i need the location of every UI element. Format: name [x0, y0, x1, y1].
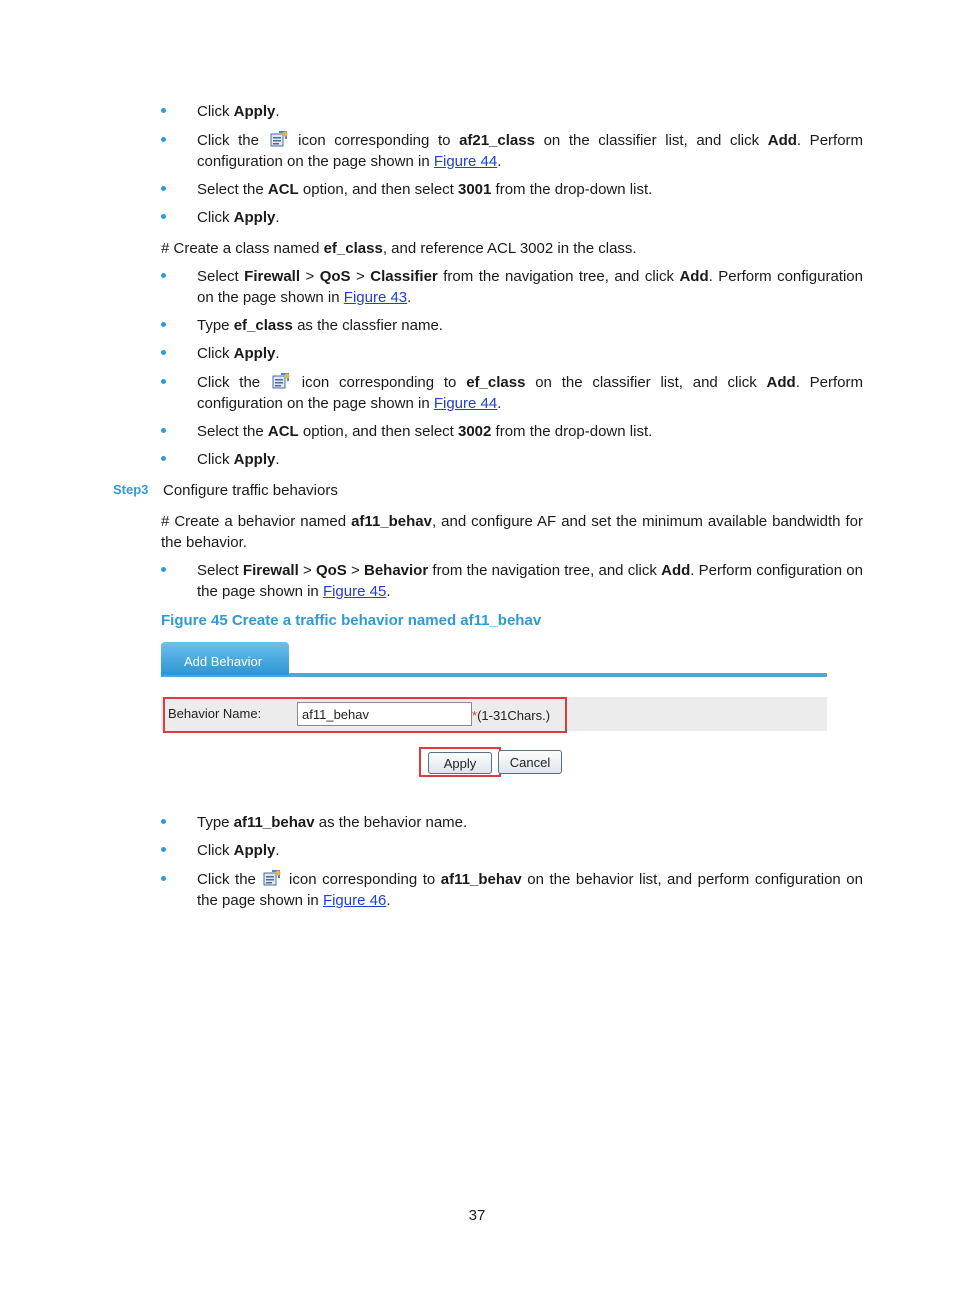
link-figure-43[interactable]: Figure 43 [343, 289, 408, 306]
bullet-click-apply-3: Click Apply. [161, 343, 863, 364]
behavior-name-label: Behavior Name: [168, 706, 262, 721]
bullet-click-apply-1: Click Apply. [161, 101, 863, 122]
tab-add-behavior[interactable]: Add Behavior [161, 642, 289, 675]
bullet-select-acl-3002: Select the ACL option, and then select 3002 from the drop-down list. [161, 421, 863, 442]
bullet-dot [161, 379, 166, 384]
behavior-name-input[interactable] [297, 702, 472, 726]
bullet-dot [161, 214, 166, 219]
edit-config-icon[interactable] [270, 131, 288, 147]
link-figure-45[interactable]: Figure 45 [322, 583, 387, 600]
bullet-select-classifier: Select Firewall > QoS > Classifier from the navigation tree, and click Add. Perform configuration on the page shown in Figure 43. [161, 266, 863, 308]
para-create-behavior: # Create a behavior named af11_behav, and configure AF and set the minimum available bandwidth for the behavior. [161, 513, 863, 551]
bullet-select-acl-3001: Select the ACL option, and then select 3001 from the drop-down list. [161, 179, 863, 200]
bullet-type-af11-behav: Type af11_behav as the behavior name. [161, 812, 863, 833]
bullet-dot [161, 186, 166, 191]
bullet-dot [161, 137, 166, 142]
edit-config-icon[interactable] [272, 373, 290, 389]
link-figure-46[interactable]: Figure 46 [322, 892, 387, 909]
page-number: 37 [468, 1207, 486, 1224]
bullet-click-apply-2: Click Apply. [161, 207, 863, 228]
bullet-click-apply-4: Click Apply. [161, 449, 863, 470]
bullet-dot [161, 273, 166, 278]
bullet-dot [161, 108, 166, 113]
bullet-click-icon-af11: Click the icon corresponding to af11_behav on the behavior list, and perform configuration on the page shown in Figure 46. [161, 869, 863, 911]
required-star: * [472, 708, 478, 723]
bullet-click-icon-ef: Click the icon corresponding to ef_class on the classifier list, and click Add. Perform configuration on the page shown in Figure 44. [161, 372, 863, 414]
bullet-dot [161, 456, 166, 461]
para-create-ef-class: # Create a class named ef_class, and reference ACL 3002 in the class. [161, 240, 637, 257]
step-title: Configure traffic behaviors [163, 482, 338, 499]
figure-caption: Figure 45 Create a traffic behavior named af11_behav [161, 612, 542, 629]
step-label: Step3 [113, 482, 149, 497]
cancel-button[interactable]: Cancel [498, 750, 562, 774]
bullet-click-icon-af21: Click the icon corresponding to af21_class on the classifier list, and click Add. Perform configuration on the page shown in Figure 44. [161, 130, 863, 172]
bullet-click-apply-5: Click Apply. [161, 840, 863, 861]
bullet-dot [161, 819, 166, 824]
bullet-select-behavior: Select Firewall > QoS > Behavior from the navigation tree, and click Add. Perform configuration on the page shown in Figure 45. [161, 560, 863, 602]
edit-config-icon[interactable] [263, 870, 281, 886]
required-hint [472, 708, 550, 723]
apply-button[interactable]: Apply [428, 752, 492, 774]
link-figure-44[interactable]: Figure 44 [433, 153, 498, 170]
bullet-dot [161, 847, 166, 852]
bullet-dot [161, 350, 166, 355]
bullet-dot [161, 322, 166, 327]
bullet-type-ef-class: Type ef_class as the classfier name. [161, 315, 863, 336]
bullet-dot [161, 876, 166, 881]
figure-add-behavior-form [161, 642, 827, 782]
link-figure-44[interactable]: Figure 44 [433, 395, 498, 412]
length-hint: (1-31Chars.) [477, 708, 551, 723]
bullet-dot [161, 428, 166, 433]
bullet-dot [161, 567, 166, 572]
